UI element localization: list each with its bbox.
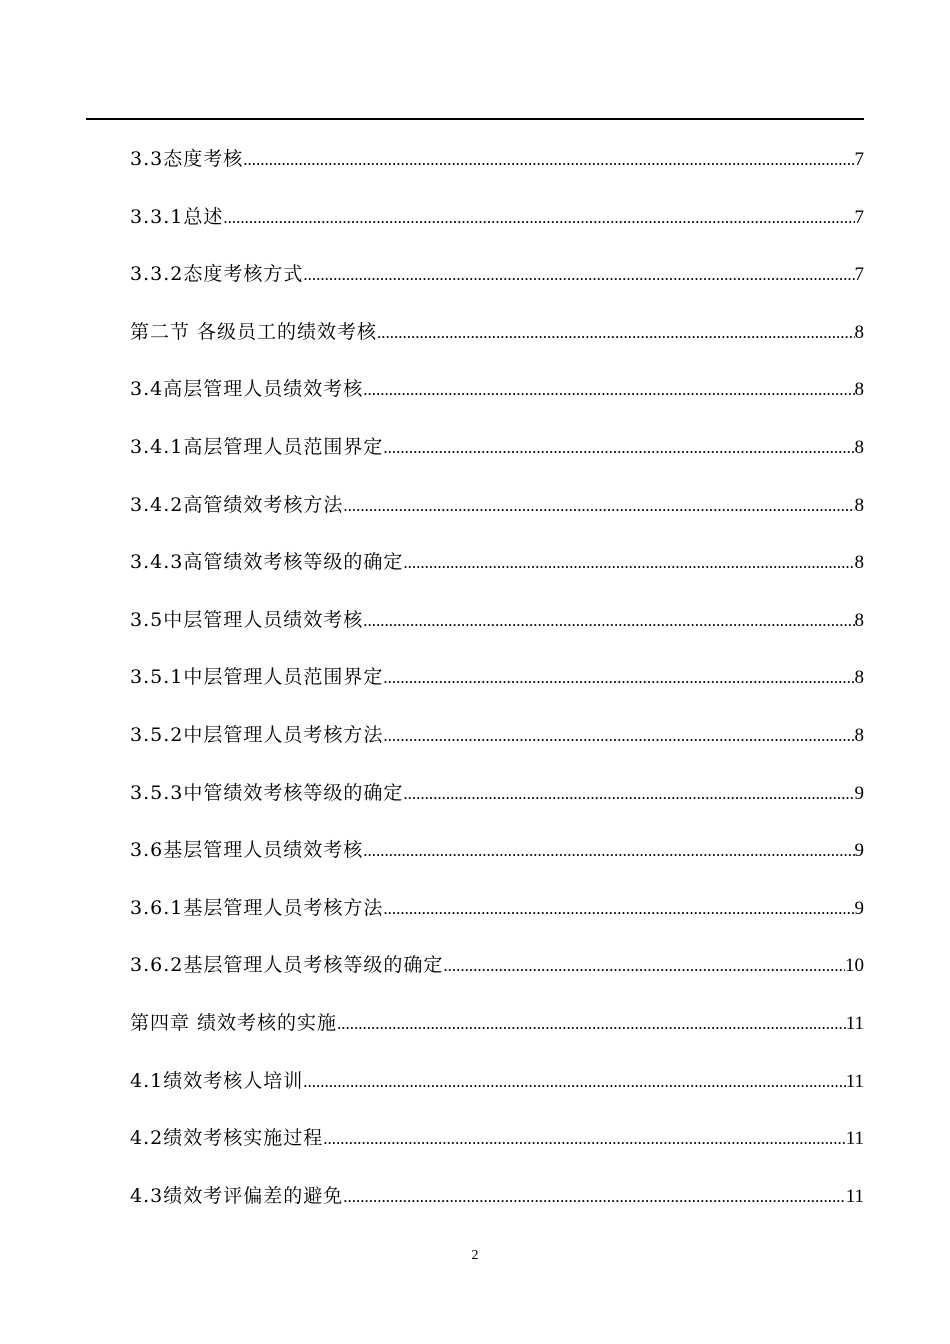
toc-entry-page: 7: [854, 206, 864, 228]
page-number: 2: [471, 1248, 479, 1263]
toc-entry-page: 8: [854, 379, 864, 401]
toc-entry-title: 3.5中层管理人员绩效考核: [130, 608, 364, 631]
toc-dot-leader: [223, 199, 854, 237]
toc-entry-title: 3.4.1高层管理人员范围界定: [130, 435, 384, 458]
toc-entry-page: 9: [854, 840, 864, 862]
toc-dot-leader: [443, 947, 845, 985]
toc-entry-title: 4.3绩效考评偏差的避免: [130, 1184, 344, 1207]
toc-entry[interactable]: [130, 313, 864, 371]
toc-dot-leader: [383, 717, 854, 755]
toc-dot-leader: [383, 890, 854, 928]
header-rule: [86, 118, 864, 120]
toc-dot-leader: [363, 832, 854, 870]
toc-entry-title: 第四章 绩效考核的实施: [130, 1011, 338, 1034]
toc-entry-page: 10: [845, 955, 864, 977]
toc-dot-leader: [337, 1005, 846, 1043]
toc-entry[interactable]: [130, 831, 864, 889]
toc-entry-page: 8: [854, 667, 864, 689]
toc-entry-page: 11: [845, 1070, 864, 1092]
toc-dot-leader: [377, 314, 854, 352]
toc-dot-leader: [383, 429, 854, 467]
toc-dot-leader: [363, 371, 854, 409]
toc-entry-page: 9: [854, 897, 864, 919]
toc-dot-leader: [343, 487, 854, 525]
toc-entry[interactable]: [130, 946, 864, 1004]
toc-entry[interactable]: [130, 486, 864, 544]
toc-entry[interactable]: [130, 658, 864, 716]
toc-entry-title: 3.6基层管理人员绩效考核: [130, 839, 364, 862]
toc-entry-title: 3.4高层管理人员绩效考核: [130, 378, 364, 401]
toc-entry-title: 3.5.3中管绩效考核等级的确定: [130, 781, 404, 804]
toc-entry-page: 8: [854, 552, 864, 574]
toc-entry-page: 11: [845, 1012, 864, 1034]
toc-entry[interactable]: [130, 198, 864, 256]
toc-entry[interactable]: [130, 889, 864, 947]
toc-entry[interactable]: [130, 1177, 864, 1235]
toc-entry[interactable]: [130, 774, 864, 832]
toc-entry[interactable]: [130, 601, 864, 659]
toc-entry[interactable]: [130, 1062, 864, 1120]
toc-dot-leader: [323, 1120, 845, 1158]
toc-entry-page: 11: [845, 1185, 864, 1207]
toc-entry-page: 8: [854, 494, 864, 516]
toc-dot-leader: [403, 544, 854, 582]
toc-entry[interactable]: [130, 428, 864, 486]
toc-entry-title: 3.3.2态度考核方式: [130, 263, 304, 286]
toc-entry-page: 9: [854, 782, 864, 804]
toc-dot-leader: [403, 775, 854, 813]
table-of-contents: [130, 140, 864, 1234]
toc-entry[interactable]: [130, 543, 864, 601]
toc-dot-leader: [383, 659, 854, 697]
toc-entry-title: 3.3态度考核: [130, 148, 244, 170]
toc-entry[interactable]: [130, 1119, 864, 1177]
toc-dot-leader: [303, 1063, 845, 1101]
toc-entry-page: 8: [854, 609, 864, 631]
toc-entry-page: 11: [845, 1128, 864, 1150]
toc-entry-page: 8: [854, 321, 864, 343]
toc-entry[interactable]: [130, 1004, 864, 1062]
toc-entry[interactable]: [130, 140, 864, 198]
toc-dot-leader: [303, 256, 854, 294]
toc-dot-leader: [343, 1178, 845, 1216]
toc-entry-title: 3.5.1中层管理人员范围界定: [130, 666, 384, 689]
toc-entry-title: 3.4.3高管绩效考核等级的确定: [130, 551, 404, 574]
toc-entry[interactable]: [130, 255, 864, 313]
toc-entry-title: 3.5.2中层管理人员考核方法: [130, 723, 384, 746]
toc-entry-title: 3.6.2基层管理人员考核等级的确定: [130, 954, 444, 977]
toc-entry-title: 第二节 各级员工的绩效考核: [130, 320, 378, 343]
toc-entry-title: 3.3.1总述: [130, 205, 224, 228]
toc-entry-page: 8: [854, 724, 864, 746]
toc-dot-leader: [243, 141, 854, 179]
toc-entry-page: 8: [854, 436, 864, 458]
toc-entry-title: 4.2绩效考核实施过程: [130, 1127, 324, 1150]
toc-entry-title: 4.1绩效考核人培训: [130, 1069, 304, 1092]
toc-entry-page: 7: [854, 149, 864, 170]
toc-entry-page: 7: [854, 264, 864, 286]
toc-dot-leader: [363, 602, 854, 640]
toc-entry-title: 3.6.1基层管理人员考核方法: [130, 896, 384, 919]
toc-entry[interactable]: [130, 716, 864, 774]
toc-entry[interactable]: [130, 370, 864, 428]
toc-entry-title: 3.4.2高管绩效考核方法: [130, 493, 344, 516]
